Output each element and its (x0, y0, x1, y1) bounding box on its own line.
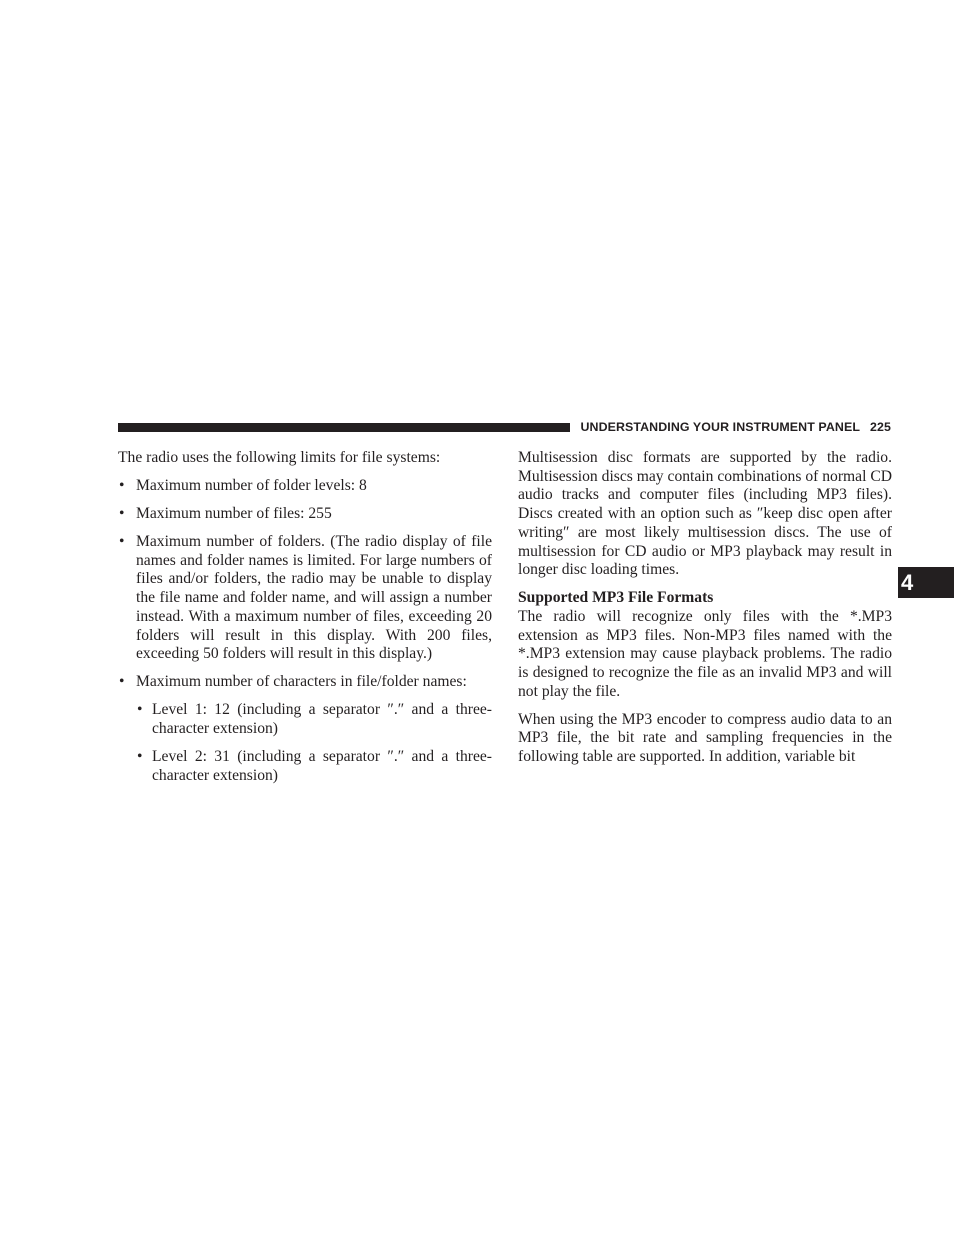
sublist-item-level-2: • Level 2: 31 (including a separator ″.″ and a three-character extension) (136, 748, 492, 785)
chapter-tab: 4 (898, 567, 954, 598)
characters-sublist (136, 701, 492, 785)
list-item-folders: • Maximum number of folders. (The radio display of file names and folder names is limited. For large numbers of files and/or folders, the radio may be unable to display the file name and folder name, and will assign a number instead. With a maximum number of files, exceeding 20 folders will result in this display. With 200 files, exceeding 50 folders will result in this display.) (118, 533, 492, 664)
list-item-characters-text: Maximum number of characters in file/folder names: (136, 673, 467, 691)
right-column (518, 449, 892, 767)
supported-formats-heading: Supported MP3 File Formats (518, 589, 714, 607)
running-header (580, 420, 891, 435)
list-item-characters (118, 673, 492, 785)
header-rule (118, 423, 570, 432)
sublist-item-level-1: • Level 1: 12 (including a separator ″.″ and a three-character extension) (136, 701, 492, 738)
intro-paragraph: The radio uses the following limits for file systems: (118, 449, 441, 466)
list-item-folder-levels: • Maximum number of folder levels: 8 (118, 477, 492, 496)
left-column (118, 449, 492, 795)
encoder-paragraph: When using the MP3 encoder to compress audio data to an MP3 file, the bit rate and sampling frequencies in the following table are supported. In addition, variable bit (518, 710, 892, 766)
section-title: UNDERSTANDING YOUR INSTRUMENT PANEL (580, 420, 861, 434)
multisession-paragraph: Multisession disc formats are supported by the radio. Multisession discs may contain combinations of normal CD audio tracks and computer files (including MP3 files). Discs created with an option such as ″keep disc open after writing″ are most likely multisession discs. The use of multisession for CD audio or MP3 playback may result in longer disc loading times. (518, 449, 892, 579)
page-number: 225 (870, 420, 891, 434)
limits-list (118, 477, 492, 785)
formats-paragraph: The radio will recognize only files with the *.MP3 extension as MP3 files. Non-MP3 files named with the *.MP3 extension may cause playback problems. The radio is designed to recognize the file as an invalid MP3 and will not play the file. (518, 607, 892, 700)
list-item-files: • Maximum number of files: 255 (118, 505, 492, 524)
